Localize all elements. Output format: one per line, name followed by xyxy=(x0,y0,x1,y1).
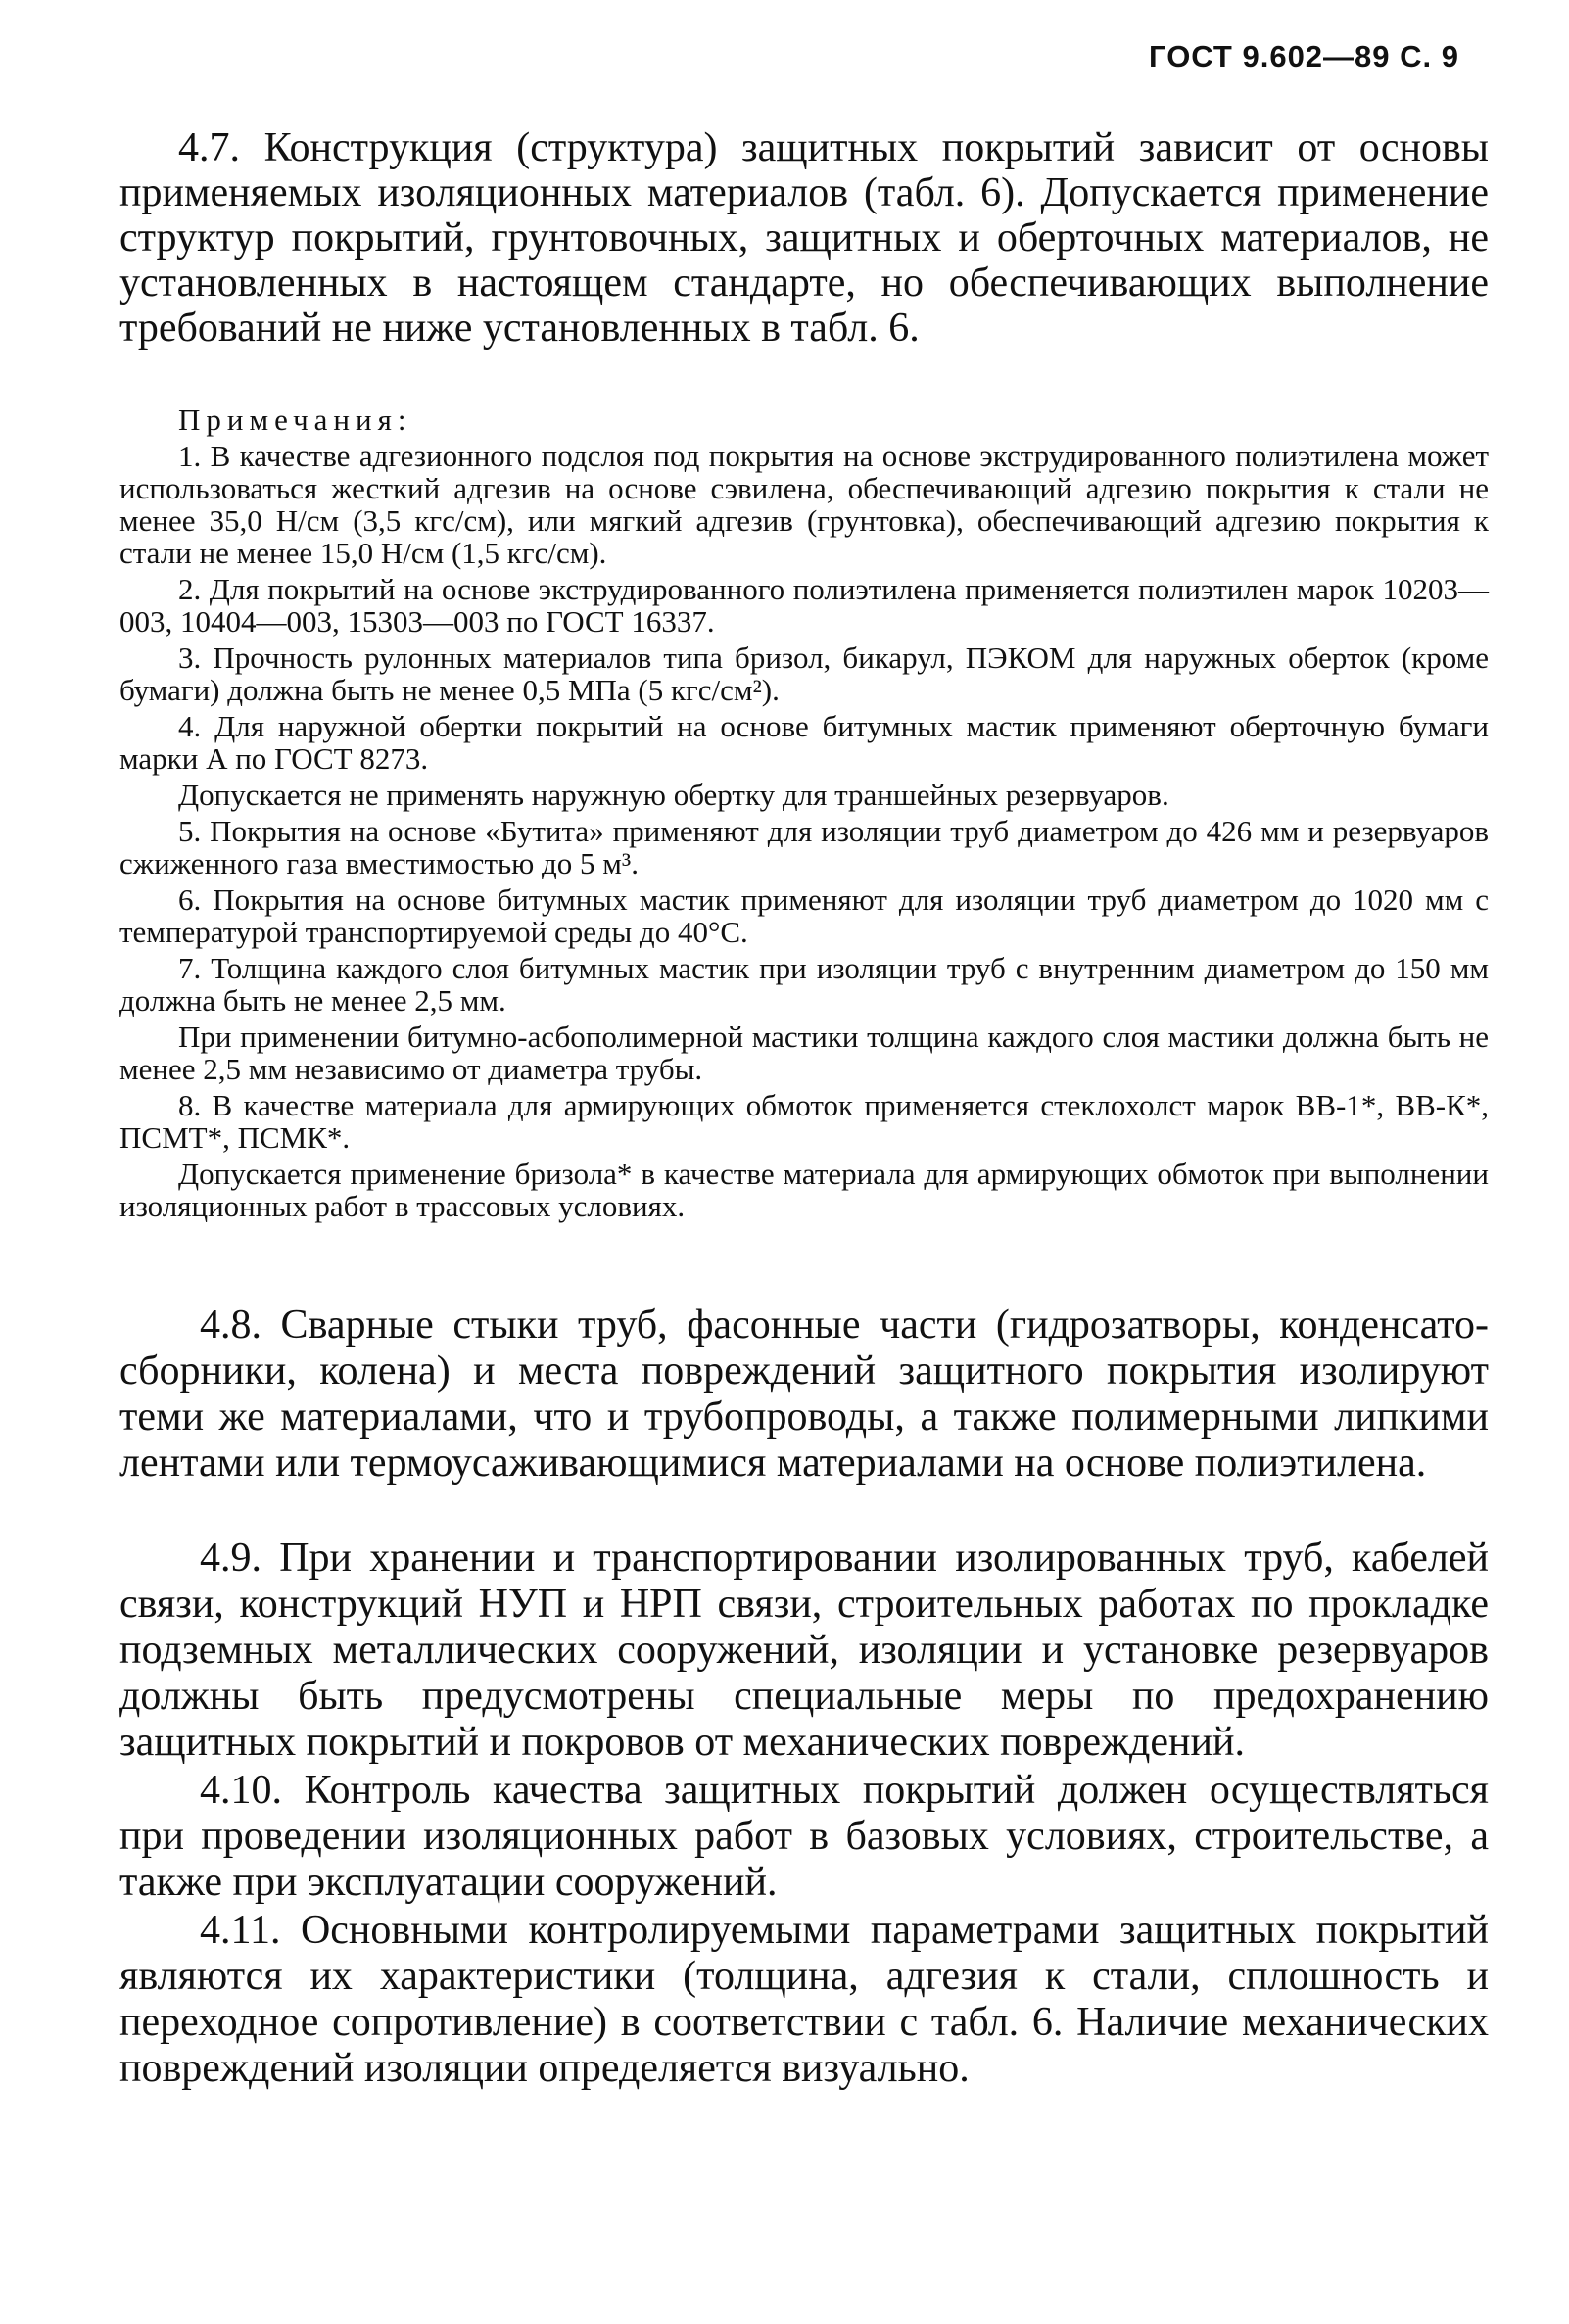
section-4-11: 4.11. Основными контролируемыми параметрами защитных покрытий являются их характеристики (толщина, адгезия к стали, сплошность и переходное сопротивление) в соответствии с табл. 6. Наличие механических повреждений изоляции определяется визуально. xyxy=(119,1908,1489,2091)
section-4-7: 4.7. Конструкция (структура) защитных покрытий зависит от основы применяемых изоляционных материалов (табл. 6). Допускается применение структур покрытий, грунтовочных, защитных и оберточных материалов, не установленных в настоящем стандарте, но обеспечивающих выполнение требований не ниже установленных в табл. 6. xyxy=(119,125,1489,351)
section-4-10: 4.10. Контроль качества защитных покрытий должен осуществляться при проведении изоляционных работ в базовых условиях, строительстве, а также при эксплуатации сооружений. xyxy=(119,1768,1489,1905)
note-item: 6. Покрытия на основе битумных мастик применяют для изоляции труб диаметром до 1020 мм с температурой транспортируемой среды до 40°С. xyxy=(119,882,1489,949)
page-header: ГОСТ 9.602—89 С. 9 xyxy=(1149,39,1459,73)
note-item: Допускается применение бризола* в качестве материала для армирующих обмоток при выполнении изоляционных работ в трассовых условиях. xyxy=(119,1157,1489,1223)
notes-heading: Примечания: xyxy=(178,403,412,437)
note-item: Допускается не применять наружную обертку для траншейных резервуаров. xyxy=(178,778,1169,812)
section-4-9: 4.9. При хранении и транспортировании изолированных труб, кабелей связи, конструкций НУП и НРП связи, строительных работах по прокладке подземных металлических сооружений, изоляции и установке резервуаров должны быть предусмотрены специальные меры по предохранению защитных покрытий и покровов от механических повреждений. xyxy=(119,1536,1489,1765)
note-item: 1. В качестве адгезионного подслоя под покрытия на основе экструдированного полиэтилена может использоваться жесткий адгезив на основе сэвилена, обеспечивающий адгезию покрытия к стали не менее 35,0 Н/см (3,5 кгс/см), или мягкий адгезив (грунтовка), обеспечивающий адгезию покрытия к стали не менее 15,0 Н/см (1,5 кгс/см). xyxy=(119,439,1489,570)
note-item: 8. В качестве материала для армирующих обмоток применяется стеклохолст марок ВВ-1*, ВВ-К*, ПСМТ*, ПСМК*. xyxy=(119,1088,1489,1155)
note-item: 2. Для покрытий на основе экструдированного полиэтилена применяется полиэтилен марок 10203—003, 10404—003, 15303—003 по ГОСТ 16337. xyxy=(119,572,1489,639)
note-item: 3. Прочность рулонных материалов типа бризол, бикарул, ПЭКОМ для наружных оберток (кроме бумаги) должна быть не менее 0,5 МПа (5 кгс/см²). xyxy=(119,640,1489,707)
section-4-8: 4.8. Сварные стыки труб, фасонные части (гидрозатворы, конденсато-сборники, колена) и места повреждений защитного покрытия изолируют теми же материалами, что и трубопроводы, а также полимерными липкими лентами или термоусаживающимися материалами на основе полиэтилена. xyxy=(119,1303,1489,1486)
note-item: 7. Толщина каждого слоя битумных мастик при изоляции труб с внутренним диаметром до 150 мм должна быть не менее 2,5 мм. xyxy=(119,951,1489,1018)
note-item: 4. Для наружной обертки покрытий на основе битумных мастик применяют оберточную бумаги марки А по ГОСТ 8273. xyxy=(119,709,1489,776)
note-item: При применении битумно-асбополимерной мастики толщина каждого слоя мастики должна быть не менее 2,5 мм независимо от диаметра трубы. xyxy=(119,1020,1489,1086)
notes-block xyxy=(119,403,1489,1226)
note-item: 5. Покрытия на основе «Бутита» применяют для изоляции труб диаметром до 426 мм и резервуаров сжиженного газа вместимостью до 5 м³. xyxy=(119,814,1489,880)
